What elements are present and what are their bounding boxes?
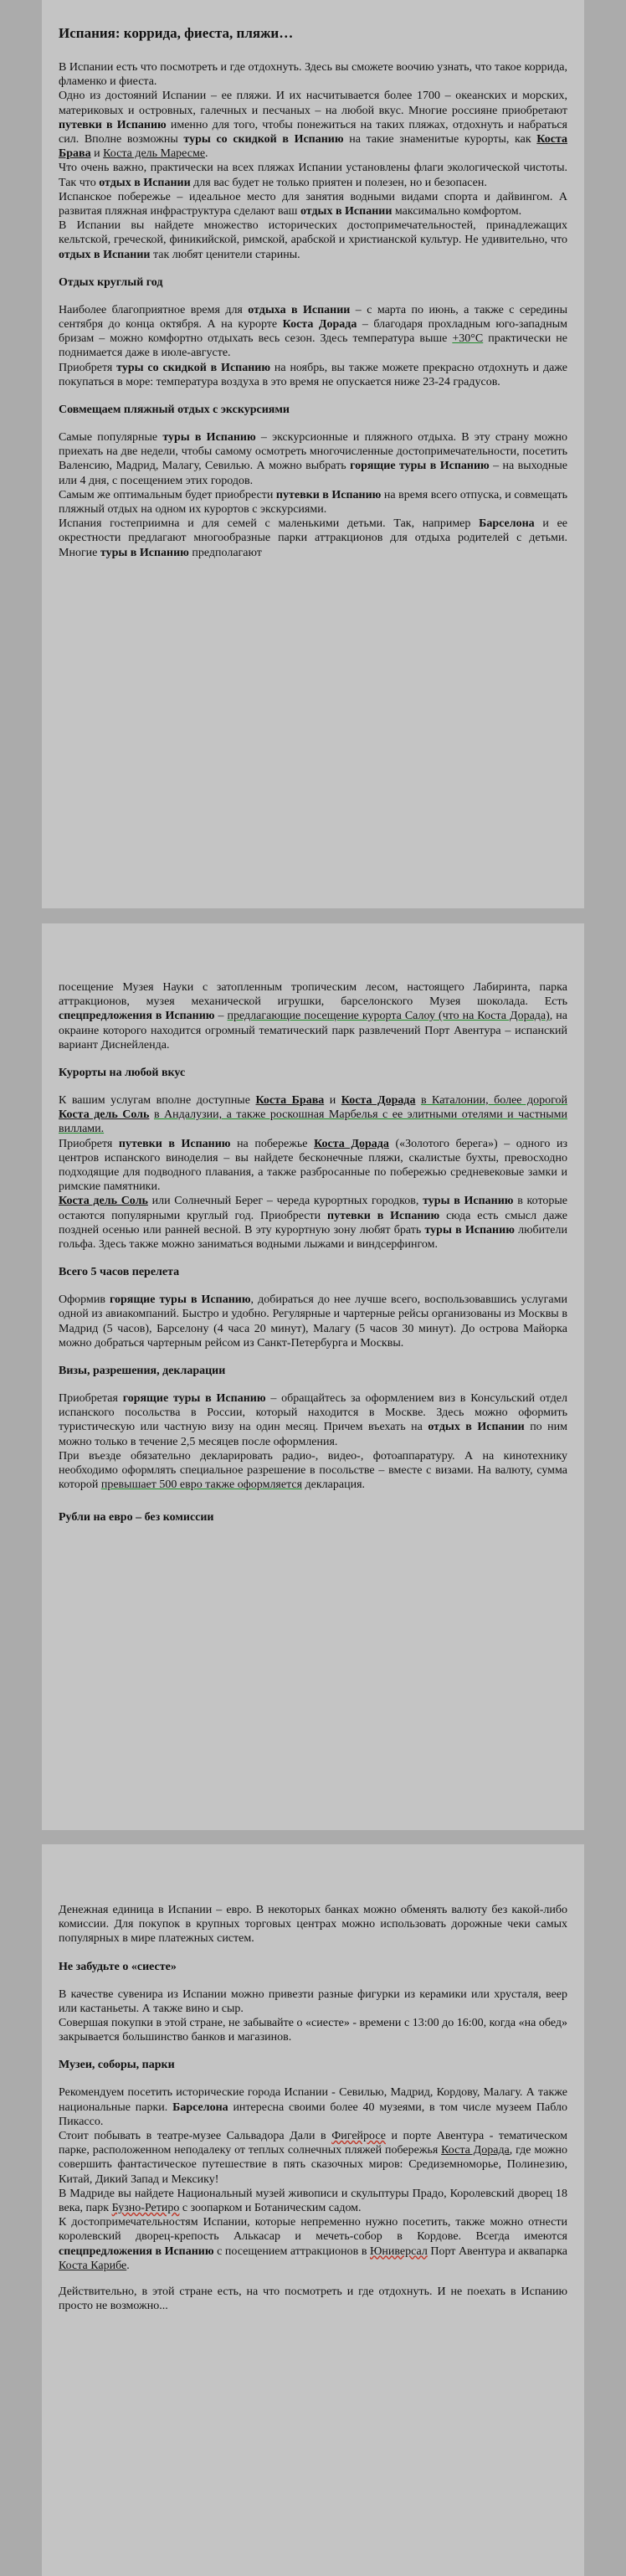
paragraph: Действительно, в этой стране есть, на что посмотреть и где отдохнуть. И не поехать в Испанию просто не возможно... [59, 2285, 567, 2313]
paragraph: К вашим услугам вполне доступные Коста Брава и Коста Дорада в Каталонии, более дорогой Коста дель Соль в Андалузии, а также роскошная Марбелья с ее элитными отелями и частными виллами. [59, 1094, 568, 1136]
section-heading-resorts: Курорты на любой вкус [59, 1067, 186, 1080]
document-page-3 [42, 1844, 584, 2576]
paragraph: Приобретя путевки в Испанию на побережье Коста Дорада («Золотого берега») – одного из центров испанского виноделия – вы найдете бесконечные пляжи, скалистые бухты, превосходно подходящие для подводного плавания, а также разбросанные по побережью средневековые замки и римские памятники. [59, 1137, 567, 1194]
paragraph: Испания гостеприимна и для семей с маленькими детьми. Так, например Барселона и ее окрестности предлагают многообразные парки аттракционов для отдыха родителей с детьми. Многие туры в Испанию предполагают [59, 517, 568, 559]
page-title: Испания: коррида, фиеста, пляжи… [59, 25, 294, 41]
currency-text [59, 1903, 567, 1946]
paragraph: Самые популярные туры в Испанию – экскурсионные и пляжного отдыха. В эту страну можно приехать на две недели, чтобы самому осмотреть многочисленные достопримечательности, посетить Валенсию, Мадрид, Малагу, Севилью. А можно выбрать горящие туры в Испанию – на выходные или 4 дня, с посещением этих городов. [59, 431, 567, 487]
section-flight [59, 1293, 567, 1350]
excursions-continued [59, 980, 567, 1052]
paragraph: посещение Музея Науки с затопленным тропическим лесом, настоящего Лабиринта, парка аттракционов, музея механической игрушки, барселонского Музея шоколада. Есть спецпредложения в Испанию – предлагающие посещение курорта Салоу (что на Коста Дорада), на окраине которого находится огромный тематический парк развлечений Порт Авентура – испанский вариант Диснейленда. [59, 981, 568, 1051]
paragraph: К достопримечательностям Испании, которые непременно нужно посетить, также можно отнести королевский дворец-крепость Алькасар и мечеть-собор в Кордове. Всегда имеются спецпредложения в Испанию с посещением аттракционов в Юниверсал Порт Авентура и аквапарка Коста Карибе. [59, 2216, 567, 2272]
paragraph: Что очень важно, практически на всех пляжах Испании установлены флаги экологической чистоты. Так что отдых в Испании для вас будет не только приятен и полезен, но и безопасен. [59, 162, 567, 189]
section-heading-all-year: Отдых круглый год [59, 275, 163, 289]
closing-text [59, 2285, 567, 2313]
section-resorts [59, 1093, 567, 1252]
paragraph: Денежная единица в Испании – евро. В некоторых банках можно обменять валюту без какой-либо комиссии. Для покупок в крупных торговых центрах можно использовать дорожные чеки самых популярных в мире платежных систем. [59, 1904, 567, 1946]
section-heading-museums: Музеи, соборы, парки [59, 2059, 175, 2072]
section-visas [59, 1391, 567, 1492]
paragraph: Приобретя туры со скидкой в Испанию на ноябрь, вы также можете прекрасно отдохнуть и даже покупаться в море: температура воздуха в это время не опускается ниже 23-24 градусов. [59, 361, 568, 388]
paragraph: Испанское побережье – идеальное место для занятия водными видами спорта и дайвингом. А развитая пляжная инфраструктура сделают ваш отдых в Испании максимально комфортом. [59, 190, 567, 219]
section-all-year [59, 303, 567, 389]
paragraph: Одно из достояний Испании – ее пляжи. И их насчитывается более 1700 – океанских и морских, материковых и островных, галечных и песчаных – на любой вкус. Многие россияне приобретают путевки в Испанию именно для того, чтобы понежиться на таких пляжах, отдохнуть и набраться сил. Вполне возможны туры со скидкой в Испанию на такие знаменитые курорты, как Коста Брава и Коста дель Маресме. [59, 90, 567, 161]
paragraph: В Испании вы найдете множество исторических достопримечательностей, принадлежащих кельтской, греческой, финикийской, римской, арабской и христианской культур. Не удивительно, что отдых в Испании так любят ценители старины. [59, 219, 567, 261]
paragraph: В качестве сувенира из Испании можно привезти разные фигурки из керамики или хрусталя, веер или кастаньеты. А также вино и сыр. [59, 1987, 567, 2015]
section-museums [59, 2085, 567, 2273]
paragraph: В Испании есть что посмотреть и где отдохнуть. Здесь вы сможете воочию узнать, что такое коррида, фламенко и фиеста. [59, 61, 567, 89]
paragraph: В Мадриде вы найдете Национальный музей живописи и скульптуры Прадо, Королевский дворец 18 века, парк Бузно-Ретиро с зоопарком и Ботаническим садом. [59, 2187, 567, 2215]
paragraph: Коста дель Соль или Солнечный Берег – череда курортных городков, туры в Испанию в которые остаются популярными круглый год. Приобрести путевки в Испанию сюда есть смысл даже поздней осенью или ранней весной. В эту курортную зону любят брать туры в Испанию любители гольфа. Здесь также можно заниматься водными лыжами и виндсерфингом. [59, 1195, 568, 1252]
paragraph: Стоит побывать в театре-музее Сальвадора Дали в Фигейросе и порте Авентура - тематическом парке, расположенном неподалеку от теплых солнечных пляжей побережья Коста Дорада, где можно совершить фантастическое путешествие в пять сказочных миров: Средиземноморье, Полинезию, Китай, Дикий Запад и Мексику! [59, 2130, 567, 2186]
paragraph: Самым же оптимальным будет приобрести путевки в Испанию на время всего отпуска, и совмещать пляжный отдых на одном их курортов с экскурсиями. [59, 488, 567, 517]
section-excursions [59, 430, 567, 560]
paragraph: Рекомендуем посетить исторические города Испании - Севилью, Мадрид, Кордову, Малагу. А также национальные парки. Барселона интересна своими более 40 музеями, в том числе музеем Пабло Пикассо. [59, 2086, 567, 2128]
section-heading-flight: Всего 5 часов перелета [59, 1266, 180, 1279]
paragraph: Приобретая горящие туры в Испанию – обращайтесь за оформлением виз в Консульский отдел испанского посольства в России, который находится в Москве. Здесь можно оформить туристическую или частную визу на один месяц. Причем въехать на отдых в Испании по ним можно только в течение 2,5 месяцев после оформления. [59, 1392, 568, 1448]
section-heading-currency: Рубли на евро – без комиссии [59, 1511, 214, 1525]
document-page-2 [42, 923, 584, 1830]
document-page-1 [42, 0, 584, 908]
section-heading-siesta: Не забудьте о «сиесте» [59, 1960, 177, 1973]
paragraph: Совершая покупки в этой стране, не забывайте о «сиесте» - времени с 13:00 до 16:00, когда «на обед» закрывается большинство банков и магазинов. [59, 2017, 567, 2044]
paragraph: Оформив горящие туры в Испанию, добираться до нее лучше всего, воспользовавшись услугами одной из авиакомпаний. Быстро и удобно. Регулярные и чартерные рейсы организованы из Москвы в Мадрид (5 часов), Барселону (4 часа 20 минут), Малагу (5 часов 30 минут). До острова Майорка можно добраться чартерным рейсом из Санкт-Петербурга и Москвы. [59, 1293, 567, 1350]
intro-block [59, 60, 567, 262]
paragraph: При въезде обязательно декларировать радио-, видео-, фотоаппаратуру. А на кинотехнику необходимо оформлять специальное разрешение в посольстве – вместе с визами. На валюту, сумма которой превышает 500 евро также оформляется декларация. [59, 1449, 567, 1492]
paragraph: Наиболее благоприятное время для отдыха в Испании – с марта по июнь, а также с середины сентября до конца октября. А на курорте Коста Дорада – благодаря прохладным юго-западным бризам – можно комфортно отдыхать весь сезон. Здесь температура выше +30°С практически не поднимается даже в июле-августе. [59, 303, 567, 360]
section-heading-excursions: Совмещаем пляжный отдых с экскурсиями [59, 404, 290, 417]
section-heading-visas: Визы, разрешения, декларации [59, 1365, 226, 1378]
section-siesta [59, 1987, 567, 2045]
